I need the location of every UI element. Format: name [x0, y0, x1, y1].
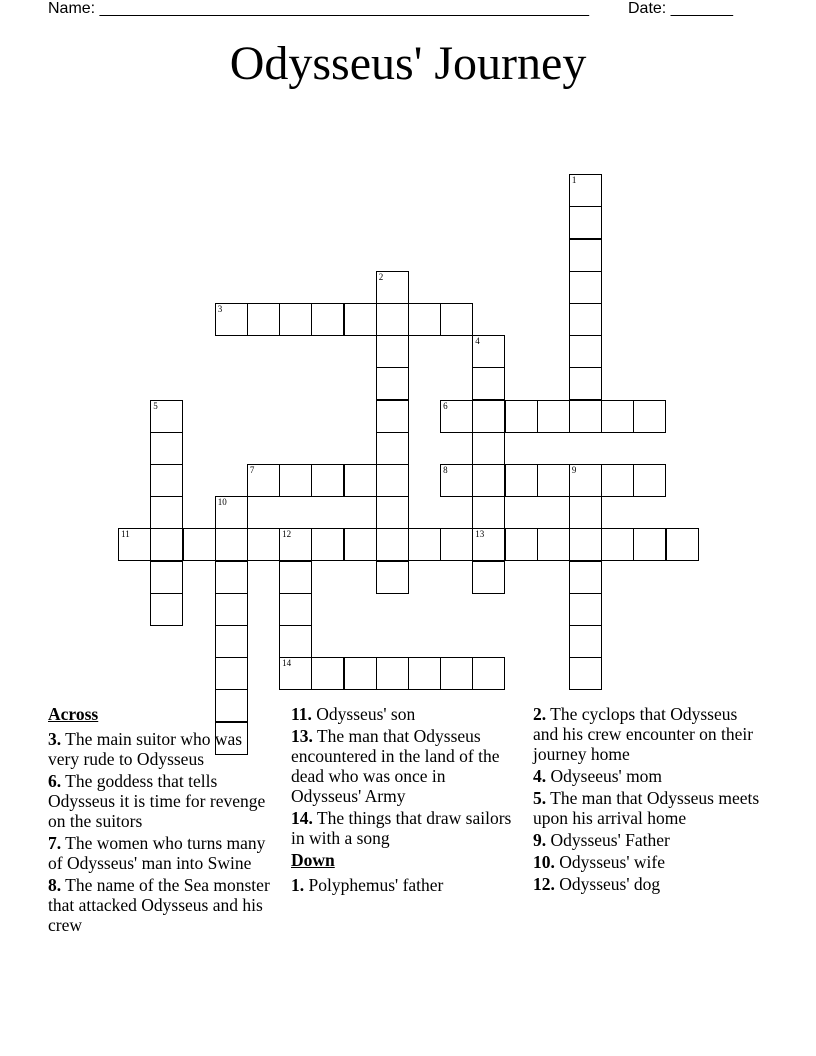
across-clue-14: [291, 808, 517, 848]
crossword-cell[interactable]: [215, 593, 248, 626]
crossword-cell[interactable]: [215, 657, 248, 690]
crossword-cell[interactable]: [150, 561, 183, 594]
crossword-cell[interactable]: [376, 657, 409, 690]
crossword-cell[interactable]: [376, 303, 409, 336]
clue-number: 9.: [533, 830, 547, 850]
crossword-cell[interactable]: [279, 561, 312, 594]
down-clue-1: [291, 875, 517, 895]
cell-number: 4: [475, 336, 480, 347]
crossword-cell[interactable]: [666, 528, 699, 561]
clue-text: The man that Odysseus encountered in the land of the dead who was once in Odysseus' Army: [291, 726, 500, 806]
page-title: Odysseus' Journey: [229, 37, 587, 90]
crossword-cell[interactable]: [472, 400, 505, 433]
down-clue-5: [533, 788, 761, 828]
across-heading: Across: [48, 704, 99, 724]
clue-number: 11.: [291, 704, 312, 724]
crossword-cell[interactable]: [150, 528, 183, 561]
crossword-cell[interactable]: [633, 400, 666, 433]
crossword-cell[interactable]: [311, 657, 344, 690]
crossword-cell[interactable]: [569, 464, 602, 497]
clue-text: Odysseus' Father: [546, 830, 670, 850]
cell-number: 9: [571, 464, 577, 475]
cell-number: 5: [153, 400, 158, 411]
crossword-cell[interactable]: [569, 561, 602, 594]
clue-number: 6.: [48, 771, 62, 791]
crossword-cell[interactable]: [408, 657, 441, 690]
clue-number: 3.: [48, 729, 62, 749]
crossword-cell[interactable]: [247, 528, 280, 561]
crossword-cell[interactable]: [569, 271, 602, 304]
crossword-cell[interactable]: [215, 496, 248, 529]
crossword-cell[interactable]: [569, 625, 602, 658]
clues-column-3: [533, 704, 761, 896]
down-clue-4: [533, 766, 761, 786]
crossword-cell[interactable]: [311, 464, 344, 497]
cell-number: 7: [249, 464, 255, 475]
clue-text: The goddess that tells Odysseus it is time for revenge on the suitors: [48, 771, 266, 831]
crossword-cell[interactable]: [472, 432, 505, 465]
clue-number: 4.: [533, 766, 547, 786]
crossword-cell[interactable]: [440, 303, 473, 336]
crossword-cell[interactable]: [472, 464, 505, 497]
crossword-cell[interactable]: [376, 464, 409, 497]
crossword-cell[interactable]: [215, 625, 248, 658]
clues-column-1: [48, 704, 276, 937]
cell-number: 13: [475, 529, 485, 540]
clue-text: Odysseus' son: [311, 704, 416, 724]
crossword-cell[interactable]: [150, 400, 183, 433]
crossword-cell[interactable]: [150, 432, 183, 465]
crossword-cell[interactable]: [569, 367, 602, 400]
crossword-cell[interactable]: [440, 528, 473, 561]
crossword-cell[interactable]: [569, 303, 602, 336]
date-field-label: Date: _______: [628, 0, 733, 17]
crossword-cell[interactable]: [569, 335, 602, 368]
clue-number: 2.: [533, 704, 547, 724]
across-clue-3: [48, 729, 276, 769]
crossword-cell[interactable]: [569, 174, 602, 207]
clue-number: 12.: [533, 874, 555, 894]
crossword-cell[interactable]: [215, 561, 248, 594]
crossword-cell[interactable]: [505, 464, 538, 497]
name-field-label: Name: _______________________________________________________: [48, 0, 589, 17]
cell-number: 6: [443, 400, 448, 411]
crossword-cell[interactable]: [537, 464, 570, 497]
clue-text: The things that draw sailors in with a song: [291, 808, 512, 848]
crossword-cell[interactable]: [472, 335, 505, 368]
crossword-cell[interactable]: [118, 528, 151, 561]
crossword-cell[interactable]: [150, 464, 183, 497]
crossword-cell[interactable]: [472, 496, 505, 529]
crossword-cell[interactable]: [440, 464, 473, 497]
crossword-cell[interactable]: [279, 528, 312, 561]
crossword-cell[interactable]: [344, 657, 377, 690]
crossword-cell[interactable]: [569, 400, 602, 433]
across-clue-13: [291, 726, 517, 806]
crossword-cell[interactable]: [472, 561, 505, 594]
crossword-cell[interactable]: [408, 528, 441, 561]
crossword-cell[interactable]: [376, 271, 409, 304]
across-clue-8: [48, 875, 276, 935]
crossword-cell[interactable]: [279, 464, 312, 497]
crossword-cell[interactable]: [537, 528, 570, 561]
across-clue-6: [48, 771, 276, 831]
crossword-cell[interactable]: [279, 593, 312, 626]
clue-text: Odysseus' wife: [554, 852, 665, 872]
crossword-cell[interactable]: [601, 464, 634, 497]
crossword-cell[interactable]: [311, 303, 344, 336]
crossword-cell[interactable]: [247, 303, 280, 336]
cell-number: 11: [121, 529, 130, 540]
clue-number: 5.: [533, 788, 547, 808]
crossword-cell[interactable]: [408, 303, 441, 336]
crossword-cell[interactable]: [440, 400, 473, 433]
crossword-cell[interactable]: [472, 528, 505, 561]
crossword-cell[interactable]: [569, 496, 602, 529]
crossword-cell[interactable]: [569, 206, 602, 239]
clue-number: 8.: [48, 875, 62, 895]
crossword-cell[interactable]: [376, 400, 409, 433]
clue-number: 10.: [533, 852, 555, 872]
crossword-cell[interactable]: [376, 561, 409, 594]
crossword-cell[interactable]: [279, 657, 312, 690]
crossword-cell[interactable]: [633, 464, 666, 497]
crossword-cell[interactable]: [569, 528, 602, 561]
crossword-cell[interactable]: [633, 528, 666, 561]
clue-text: Polyphemus' father: [304, 875, 444, 895]
cell-number: 3: [217, 303, 223, 314]
clue-number: 1.: [291, 875, 305, 895]
crossword-cell[interactable]: [472, 657, 505, 690]
clue-text: The women who turns many of Odysseus' man into Swine: [48, 833, 266, 873]
down-clue-2: [533, 704, 761, 764]
crossword-cell[interactable]: [569, 239, 602, 272]
down-heading: Down: [291, 850, 335, 870]
crossword-cell[interactable]: [311, 528, 344, 561]
clue-number: 13.: [291, 726, 313, 746]
crossword-cell[interactable]: [279, 625, 312, 658]
crossword-cell[interactable]: [537, 400, 570, 433]
crossword-cell[interactable]: [569, 657, 602, 690]
clue-text: Odysseus' dog: [554, 874, 661, 894]
crossword-cell[interactable]: [344, 464, 377, 497]
crossword-cell[interactable]: [569, 593, 602, 626]
crossword-cell[interactable]: [344, 303, 377, 336]
cell-number: 2: [378, 271, 384, 282]
crossword-cell[interactable]: [472, 367, 505, 400]
crossword-cell[interactable]: [601, 528, 634, 561]
clues-column-2: [291, 704, 517, 897]
crossword-cell[interactable]: [344, 528, 377, 561]
crossword-cell[interactable]: [150, 593, 183, 626]
crossword-cell[interactable]: [376, 335, 409, 368]
down-clue-12: [533, 874, 761, 894]
crossword-cell[interactable]: [215, 528, 248, 561]
clue-text: The name of the Sea monster that attacked Odysseus and his crew: [48, 875, 270, 935]
clue-text: Odyseeus' mom: [546, 766, 663, 786]
crossword-cell[interactable]: [376, 528, 409, 561]
cell-number: 1: [571, 175, 577, 186]
crossword-cell[interactable]: [601, 400, 634, 433]
clue-number: 7.: [48, 833, 62, 853]
cell-number: 12: [282, 529, 292, 540]
crossword-cell[interactable]: [376, 367, 409, 400]
crossword-cell[interactable]: [183, 528, 216, 561]
clue-text: The main suitor who was very rude to Odysseus: [48, 729, 243, 769]
crossword-cell[interactable]: [247, 464, 280, 497]
crossword-cell[interactable]: [440, 657, 473, 690]
crossword-cell[interactable]: [150, 496, 183, 529]
crossword-cell[interactable]: [279, 303, 312, 336]
crossword-cell[interactable]: [505, 528, 538, 561]
down-clue-10: [533, 852, 761, 872]
cell-number: 10: [217, 497, 227, 508]
down-clue-9: [533, 830, 761, 850]
cell-number: 14: [282, 658, 292, 669]
crossword-cell[interactable]: [376, 432, 409, 465]
cell-number: 8: [443, 464, 448, 475]
clue-number: 14.: [291, 808, 313, 828]
across-clue-11: [291, 704, 517, 724]
crossword-cell[interactable]: [505, 400, 538, 433]
crossword-cell[interactable]: [376, 496, 409, 529]
crossword-cell[interactable]: [215, 303, 248, 336]
clue-text: The cyclops that Odysseus and his crew encounter on their journey home: [533, 704, 754, 764]
across-clue-7: [48, 833, 276, 873]
clue-text: The man that Odysseus meets upon his arrival home: [533, 788, 760, 828]
